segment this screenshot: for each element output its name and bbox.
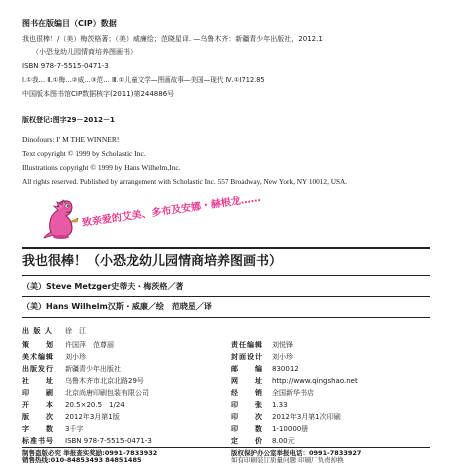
title-rule-top — [22, 247, 430, 249]
info-value: 刘悦锋 — [272, 341, 293, 349]
info-value: 2012年3月第1次印刷 — [272, 413, 341, 421]
credits-rule — [22, 317, 430, 318]
copyright-line: All rights reserved. Published by arrangement with Scholastic Inc. 557 Broadway, New York, NY 10012, USA. — [22, 177, 348, 186]
info-value: 刘小珍 — [65, 353, 86, 361]
footer-rule — [22, 447, 430, 448]
footer-quality-note: 如有印刷装订质量问题 印刷厂负责掉换 — [231, 456, 344, 464]
copyright-line: Text copyright © 1999 by Scholastic Inc. — [22, 149, 146, 158]
info-label: 社 址 — [22, 377, 54, 385]
book-title: 我也很棒！（小恐龙幼儿园情商培养图画书） — [22, 254, 283, 269]
info-label: 印 次 — [231, 413, 263, 421]
info-label: 封面设计 — [231, 353, 263, 361]
cip-line: Ⅰ.①我… Ⅱ.①梅…②威…③范… Ⅲ.①儿童文学—图画故事—美国—现代 Ⅳ.①I712.85 — [22, 76, 265, 84]
info-value: 全国新华书店 — [272, 389, 314, 397]
info-label: 印 刷 — [22, 389, 54, 397]
info-value: http://www.qingshao.net — [272, 377, 358, 385]
copyright-registration: 版权登记:图字29－2012－1 — [22, 116, 115, 124]
info-value: ISBN 978-7-5515-0471-3 — [65, 437, 152, 445]
author-credit: （美）Steve Metzger史蒂夫・梅茨格／著 — [22, 282, 184, 291]
footer-sales-hotline: 销售热线:010-84853493 84851485 — [22, 456, 142, 464]
info-label: 网 址 — [231, 377, 263, 385]
info-label: 版 次 — [22, 413, 54, 421]
info-value: 2012年3月第1版 — [65, 413, 120, 421]
info-value: 1-10000册 — [272, 425, 309, 433]
info-value: 北京尚唐印刷包装有限公司 — [65, 389, 149, 397]
info-label: 印 数 — [231, 425, 263, 433]
copyright-line: Illustrations copyright © 1999 by Hans Wilhelm,Inc. — [22, 163, 181, 172]
cip-line: ISBN 978-7-5515-0471-3 — [22, 62, 109, 70]
cip-line: （小恐龙幼儿园情商培养图画书） — [32, 48, 137, 56]
info-label: 美术编辑 — [22, 353, 54, 361]
info-label: 印 张 — [231, 401, 263, 409]
info-label: 开 本 — [22, 401, 54, 409]
credits-rule — [22, 296, 430, 297]
info-value: 乌鲁木齐市北京北路29号 — [65, 377, 144, 385]
info-value: 3千字 — [65, 425, 84, 433]
info-value: 新疆青少年出版社 — [65, 365, 121, 373]
info-label: 字 数 — [22, 425, 54, 433]
cip-line: 中国版本图书馆CIP数据核字(2011)第244886号 — [22, 90, 175, 98]
info-value: 8.00元 — [272, 437, 295, 445]
publisher-label: 出 版 人 — [22, 327, 53, 335]
info-label: 邮 编 — [231, 365, 263, 373]
info-label: 定 价 — [231, 437, 263, 445]
info-label: 出版发行 — [22, 365, 54, 373]
cip-line: 我也很棒！/（美）梅茨格著；（美）威廉绘；范晓星译. —乌鲁木齐：新疆青少年出版社，2012.1 — [22, 35, 323, 43]
title-rule-bottom — [22, 275, 430, 276]
info-label: 策 划 — [22, 341, 54, 349]
info-value: 刘小珍 — [272, 353, 293, 361]
publisher-value: 徐 江 — [65, 327, 86, 335]
info-value: 830012 — [272, 365, 299, 373]
illustrator-credit: （美）Hans Wilhelm汉斯・威廉／绘 范晓星／译 — [22, 302, 212, 311]
info-label: 责任编辑 — [231, 341, 263, 349]
copyright-line: Dinofours: I' M THE WINNER! — [22, 135, 120, 144]
info-label: 标准书号 — [22, 437, 54, 445]
info-value: 许国萍 范尊丽 — [65, 341, 114, 349]
info-value: 20.5×20.5 1/24 — [65, 401, 125, 409]
info-label: 经 销 — [231, 389, 263, 397]
dedication-slogan: 致亲爱的艾美、多布及安娜・赫根龙…… — [81, 192, 262, 229]
footer-report-hotline: 版权保护办公室举报电话：0991-7833927 — [231, 449, 362, 457]
info-value: 1.33 — [272, 401, 288, 409]
footer-anti-piracy: 制售盗版必究 举报查实奖励:0991-7833932 — [22, 449, 158, 457]
cip-heading: 图书在版编目（CIP）数据 — [22, 19, 117, 28]
